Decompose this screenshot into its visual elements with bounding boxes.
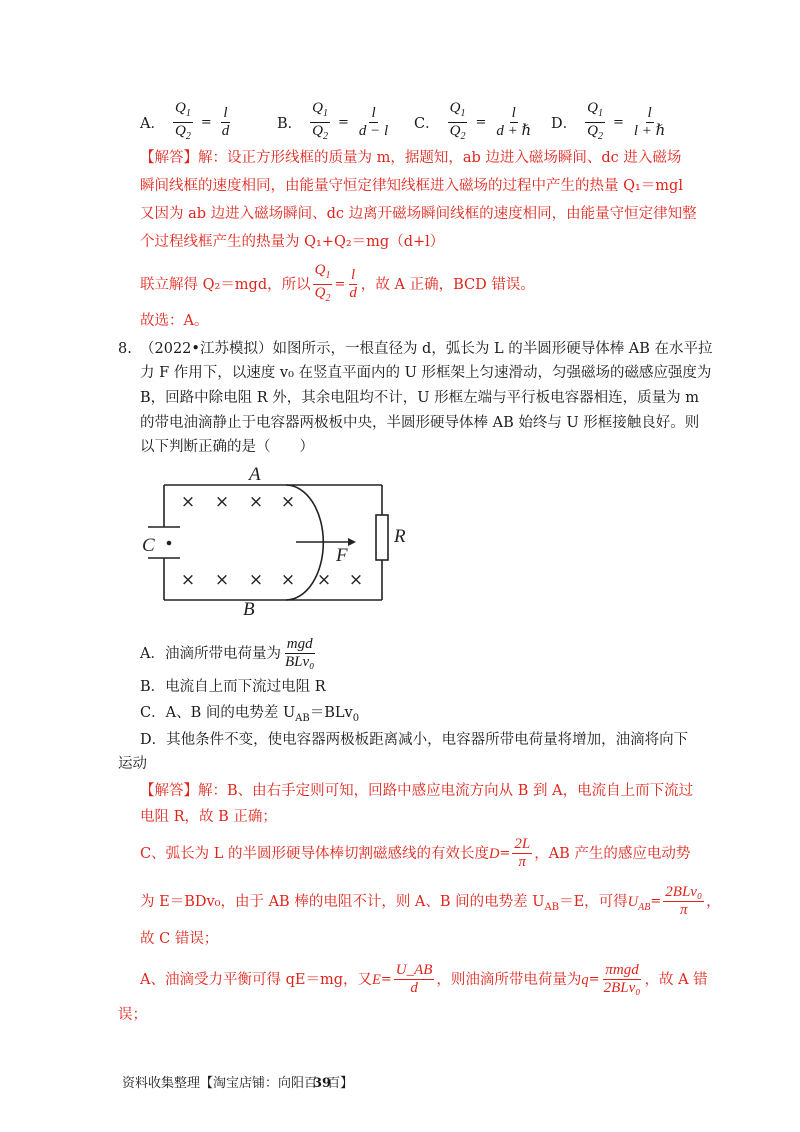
q7-answer-line3: 又因为 ab 边进入磁场瞬间、dc 边离开磁场瞬间线框的速度相同，由能量守恒定律知整 [140, 206, 697, 222]
q8-number: 8. [118, 341, 132, 357]
q8-stem-line1: （2022•江苏模拟）如图所示，一根直径为 d，弧长为 L 的半圆形硬导体棒 AB 在水平拉 [140, 341, 713, 357]
fraction: $\frac{2L}{\pi}$ [514, 836, 531, 870]
fraction: $\frac{Q_1}{Q_2}$ [314, 262, 331, 304]
fraction: $\frac{\text{2BLv₀}}{\pi}$ [665, 884, 703, 918]
svg-text:×: × [280, 570, 296, 590]
q8-answer-line5: 故 C 错误； [140, 931, 219, 947]
oil-drop [167, 541, 172, 546]
label-a: A [249, 464, 261, 485]
fraction: $\frac{Q_1}{Q_2}$ [587, 100, 603, 142]
q7-option-b: B． $\frac{Q_1}{Q_2}$ = $\frac{l}{d - l}$ [277, 100, 392, 145]
q8-answer-line4: 为 E＝BDv₀，由于 AB 棒的电阻不计，则 A、B 间的电势差 U $_{AB}$ ＝E，可得 U $_{AB}$ = $\frac{\text{2BLv₀}}{\pi}$ ， [140, 884, 721, 918]
q7-option-c: C． $\frac{Q_1}{Q_2}$ = $\frac{l}{\text{d + ℏ}}$ [414, 100, 535, 145]
q8-answer-line3: C、弧长为 L 的半圆形硬导体棒切割磁感线的有效长度 D = $\frac{2L}{\pi}$ ，AB 产生的感应电动势 [140, 836, 691, 870]
svg-text:×: × [180, 570, 196, 590]
q8-option-d-line2: 运动 [118, 756, 147, 772]
q7-option-a: A． $\frac{Q_1}{Q_2}$ = $\frac{l}{d}$ [140, 100, 233, 145]
fraction: $\frac{l}{\text{l + ℏ}}$ [633, 105, 666, 139]
fraction: $\frac{l}{\text{d + ℏ}}$ [496, 105, 532, 139]
q8-stem-line3: B，回路中除电阻 R 外，其余电阻均不计，U 形框左端与平行板电容器相连，质量为 m [140, 390, 699, 406]
fraction: $\frac{Q_1}{Q_2}$ [174, 100, 191, 142]
fraction: $\frac{Q_1}{Q_2}$ [312, 100, 328, 142]
svg-text:×: × [214, 570, 230, 590]
q8-option-a: A．油滴所带电荷量为 $\frac{\text{mgd}}{\text{BLv₀}}$ [140, 636, 315, 670]
q8-answer-line2: 电阻 R，故 B 正确； [140, 809, 277, 825]
svg-text:×: × [316, 570, 332, 590]
svg-text:×: × [348, 570, 364, 590]
q8-option-d-line1: D．其他条件不变，使电容器两极板距离减小，电容器所带电荷量将增加，油滴将向下 [140, 732, 689, 748]
q8-option-c: C．A、B 间的电势差 $U_{AB}=BLv_0$ [140, 705, 360, 724]
q8-answer-line6: A、油滴受力平衡可得 qE＝mg，又 E = $\frac{U\_AB}{d}$ ，则油滴所带电荷量为 q = $\frac{\text{πmgd}}{\text{2BLv₀}}$ ，故 A 错 [140, 962, 708, 996]
q7-answer-line4: 个过程线框产生的热量为 Q₁+Q₂＝mg（d+l） [140, 234, 445, 250]
q7-answer-line1: 【解答】解：设正方形线框的质量为 m，据题知，ab 边进入磁场瞬间、dc 进入磁场 [140, 150, 682, 166]
fraction: $\frac{\text{mgd}}{\text{BLv₀}}$ [284, 636, 315, 670]
label-r: R [394, 526, 406, 547]
q7-answer-line5: 联立解得 Q₂＝mgd，所以 $\frac{Q_1}{Q_2}$ = $\frac{l}{d}$ ，故 A 正确，BCD 错误。 [140, 262, 535, 307]
svg-text:×: × [248, 492, 264, 512]
fraction: $\frac{Q_1}{Q_2}$ [449, 100, 466, 142]
q8-stem-line5: 以下判断正确的是（ ） [140, 439, 314, 455]
q7-choice: 故选：A。 [140, 313, 209, 329]
svg-text:×: × [248, 570, 264, 590]
fraction: $\frac{U\_AB}{d}$ [395, 962, 433, 996]
label-f: F [336, 545, 348, 566]
fraction: $\frac{l}{d - l}$ [358, 105, 389, 139]
q8-stem-line2: 力 F 作用下，以速度 v₀ 在竖直平面内的 U 形框架上匀速滑动，匀强磁场的磁感应强度为 [140, 365, 712, 381]
fraction: $\frac{l}{d}$ [349, 267, 357, 301]
label-c: C [142, 535, 155, 556]
q8-answer-line7: 误； [118, 1007, 147, 1023]
fraction: $\frac{\text{πmgd}}{\text{2BLv₀}}$ [603, 962, 641, 996]
label-b: B [243, 599, 255, 620]
svg-text:×: × [280, 492, 296, 512]
circuit-diagram [138, 462, 418, 622]
q8-answer-line1: 【解答】解：B、由右手定则可知，回路中感应电流方向从 B 到 A，电流自上而下流过 [140, 783, 694, 799]
page-number: 39 [313, 1076, 332, 1091]
fraction: $\frac{l}{d}$ [221, 105, 230, 139]
svg-text:×: × [214, 492, 230, 512]
page-footer: 资料收集整理【淘宝店铺：向阳百39百】 [122, 1076, 354, 1091]
q8-option-b: B．电流自上而下流过电阻 R [140, 679, 326, 695]
q8-stem-line4: 的带电油滴静止于电容器两极板中央，半圆形硬导体棒 AB 始终与 U 形框接触良好。则 [140, 415, 700, 431]
q7-option-d: D． $\frac{Q_1}{Q_2}$ = $\frac{l}{\text{l + ℏ}}$ [551, 100, 669, 145]
svg-text:×: × [180, 492, 196, 512]
q7-answer-line2: 瞬间线框的速度相同，由能量守恒定律知线框进入磁场的过程中产生的热量 Q₁＝mgl [140, 178, 683, 194]
